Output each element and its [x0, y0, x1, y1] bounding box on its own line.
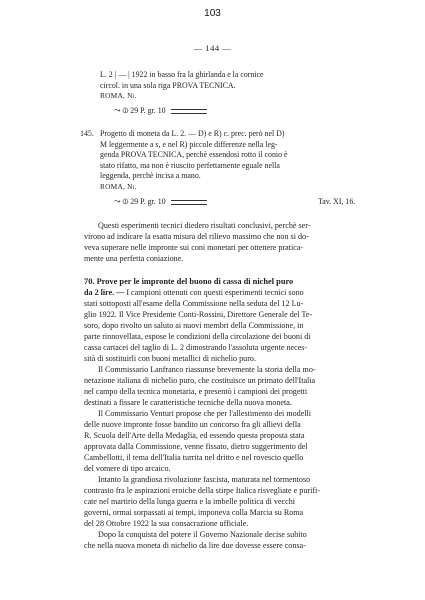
paragraph-line: Cambellotti, il tema dell'Italia turrita nel dritto e nel rovescio quello [84, 453, 304, 462]
plate-reference: Tav. XI, 16. [318, 197, 356, 206]
section-heading [84, 276, 368, 287]
paragraph-line: glio 1922. Il Vice Presidente Conti-Rossini, Direttore Generale del Te- [84, 310, 313, 319]
paragraph-line: governi, ormai sorpassati ai tempi, imponeva colla Marcia su Roma [84, 508, 304, 517]
entry-line: circol. in una sola riga PROVA TECNICA. [100, 80, 236, 90]
paragraph-line: parte rinnovellata, espose le condizioni della circolazione dei buoni di [84, 332, 311, 341]
paragraph-line: veva superare nelle impronte sui coni monetari per ottenere pratica- [84, 243, 304, 252]
entry-line: Progetto di moneta da L. 2. — D) e R) c. prec. però nel D) [100, 129, 285, 138]
section-70-body [84, 287, 368, 551]
paragraph-line: che nella nuova moneta di nichelio da lire due dovesse essere consa- [84, 541, 306, 550]
paragraph-line: approvata dalla Commissione, venne fissato, dietro suggerimento del [84, 442, 308, 451]
paragraph-line: Questi esperimenti tecnici diedero risultati conclusivi, perchè ser- [98, 221, 311, 230]
paragraph-line: del 28 Ottobre 1922 la sua consacrazione ufficiale. [84, 519, 249, 528]
paragraph-line: netazione italiana di nichelio puro, che costituisce un primato dell'Italia [84, 376, 316, 385]
scan-page-number: 103 [204, 8, 221, 19]
section-heading-line: 70. Prove per le impronte del buono di cassa di nichel puro [84, 277, 294, 286]
paragraph-line: sità di sostituirli con buoni metallici di nichelio puro. [84, 354, 256, 363]
paragraph-line [84, 287, 368, 298]
paragraph-line: contrasto fra le aspirazioni eroiche della stirpe Italica risvegliate e purifi- [84, 486, 320, 495]
mint-mark: ROMA, Ni. [100, 91, 137, 101]
paragraph-line: Dopo la conquista del potere il Governo Nazionale decise subito [98, 530, 307, 539]
body-start: I campioni ottenuti con questi esperimenti tecnici sono [126, 288, 304, 297]
weight-rule [171, 109, 207, 114]
entry-line: leggenda, perchè incisa a mano. [100, 171, 201, 181]
entry-line: stato rifatto, ma non è riuscito perfettamente eguale nella [100, 160, 280, 170]
paragraph-line: cate nel martirio della lunga guerra e la imbelle politica di vecchi [84, 497, 296, 506]
weight-rule [171, 200, 207, 205]
entry-line: M leggermente a s, e nel R) piccole differenze nella leg- [100, 139, 278, 149]
paragraph-experiments [84, 220, 368, 264]
weight-text: ⤳ ⦶ 29 P. gr. 10 [114, 197, 166, 206]
paragraph-line: cassa cartacei del taglio di L. 2 dimostrando l'assoluta urgente neces- [84, 343, 308, 352]
paragraph-line: virono ad indicare la esatta misura del rilievo massimo che non si do- [84, 232, 309, 241]
paragraph-line: soro, dopo rivolto un saluto ai nuovi membri della Commissione, in [84, 321, 304, 330]
paragraph-line: mente una perfetta coniazione. [84, 254, 184, 263]
paragraph-line: nel campo della tecnica monetaria, e presentò i campioni dei progetti [84, 387, 308, 396]
paragraph-line: Intanto la grandiosa rivoluzione fascista, maturata nel tormentoso [98, 475, 311, 484]
weight-row [114, 106, 207, 116]
weight-text: ⤳ ⦶ 29 P. gr. 10 [114, 106, 166, 115]
entry-144-continuation [100, 70, 368, 102]
paragraph-line: Il Commissario Venturi propose che per l'allestimento dei modelli [98, 409, 312, 418]
entry-145 [100, 129, 368, 193]
running-head: — 144 — [193, 43, 232, 53]
entry-number: 145. [80, 129, 94, 138]
paragraph-line: R. Scuola dell'Arte della Medaglia, ed essendo questa proposta stata [84, 431, 305, 440]
entry-line: genda PROVA TECNICA, perchè essendosi rotto il conio è [100, 150, 288, 160]
paragraph-line: stati sottoposti all'esame della Commissione nella seduta del 12 Lu- [84, 299, 304, 308]
paragraph-line: delle nuove impronte fosse bandito un concorso fra gli allievi della [84, 420, 301, 429]
paragraph-line: destinati a fissare le caratteristiche tecniche della nuova moneta. [84, 398, 292, 407]
paragraph-line: del vomere di tipo arcaico. [84, 464, 171, 473]
entry-line: L. 2 | — | 1922 in basso fra la ghirlanda e la cornice [100, 70, 264, 79]
weight-row [114, 197, 207, 207]
paragraph-line: Il Commissario Lanfranco riassunse brevemente la storia della mo- [98, 365, 316, 374]
mint-mark: ROMA, Ni. [100, 181, 137, 191]
heading-continuation: da 2 lire. — [84, 288, 127, 297]
